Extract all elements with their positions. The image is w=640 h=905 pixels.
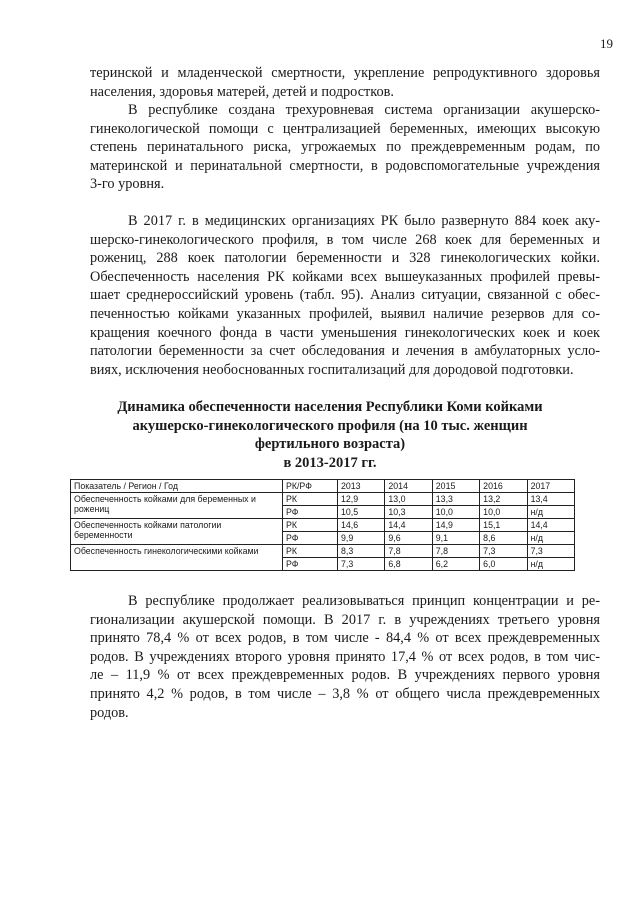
region-cell: РФ xyxy=(283,558,338,571)
table-title xyxy=(100,398,560,472)
value-cell: 6,0 xyxy=(480,558,527,571)
text-line: патологии беременности за счет обследования и лечения в амбулаторных усло- xyxy=(90,343,600,360)
paragraph-4 xyxy=(90,592,600,722)
value-cell: 9,1 xyxy=(432,532,479,545)
value-cell: 14,6 xyxy=(338,519,385,532)
value-cell: 10,3 xyxy=(385,506,432,519)
text-line: ле – 11,9 % от всех преждевременных родов. В учреждениях первого уровня xyxy=(90,667,600,684)
paragraph-2 xyxy=(90,101,600,194)
header-year: 2016 xyxy=(480,480,527,493)
value-cell: 10,5 xyxy=(338,506,385,519)
text-line: степень перинатального риска, угрожаемых по преждевременным родам, по xyxy=(90,139,600,156)
value-cell: 8,6 xyxy=(480,532,527,545)
text-line: населения, здоровья матерей, детей и подростков. xyxy=(90,83,394,100)
table-row xyxy=(71,519,575,532)
text-line: виях, исключения необоснованных госпитализаций для дородовой подготовки. xyxy=(90,361,574,378)
indicator-cell: Обеспеченность койками для беременных и рожениц xyxy=(71,493,283,519)
indicator-cell: Обеспеченность гинекологическими койками xyxy=(71,545,283,571)
value-cell: 6,8 xyxy=(385,558,432,571)
header-year: 2013 xyxy=(338,480,385,493)
text-line: 3-го уровня. xyxy=(90,176,165,193)
text-line: печенностью койками указанных профилей, выявил наличие резервов для со- xyxy=(90,305,600,322)
value-cell: 7,3 xyxy=(527,545,574,558)
value-cell: 7,3 xyxy=(480,545,527,558)
region-cell: РФ xyxy=(283,532,338,545)
value-cell: 9,6 xyxy=(385,532,432,545)
text-line: теринской и младенческой смертности, укрепление репродуктивного здоровья xyxy=(90,65,600,81)
value-cell: н/д xyxy=(527,506,574,519)
region-cell: РК xyxy=(283,545,338,558)
text-line: В республике создана трехуровневая система организации акушерско- xyxy=(128,102,600,118)
value-cell: 8,3 xyxy=(338,545,385,558)
text-line: принято 4,2 % родов, в том числе – 3,8 % от общего числа преждевременных xyxy=(90,685,600,702)
value-cell: 13,3 xyxy=(432,493,479,506)
value-cell: 7,8 xyxy=(432,545,479,558)
value-cell: 13,4 xyxy=(527,493,574,506)
value-cell: 9,9 xyxy=(338,532,385,545)
region-cell: РК xyxy=(283,493,338,506)
value-cell: 6,2 xyxy=(432,558,479,571)
text-line: принято 78,4 % от всех родов, в том числе - 84,4 % от всех преждевременных xyxy=(90,630,600,647)
value-cell: 10,0 xyxy=(432,506,479,519)
header-indicator: Показатель / Регион / Год xyxy=(71,480,283,493)
header-year: 2015 xyxy=(432,480,479,493)
text-line: материнской и перинатальной смертности, в родовспомогательные учреждения xyxy=(90,157,600,174)
text-line: родов. В учреждениях второго уровня принято 17,4 % от всех родов, в том чис- xyxy=(90,648,600,665)
value-cell: 14,9 xyxy=(432,519,479,532)
value-cell: 7,8 xyxy=(385,545,432,558)
text-line: шает среднероссийский уровень (табл. 95). Анализ ситуации, связанной с обес- xyxy=(90,287,600,304)
text-line: гионализации акушерской помощи. В 2017 г. в учреждениях третьего уровня xyxy=(90,611,600,628)
paragraph-3 xyxy=(90,212,600,379)
table-row xyxy=(71,545,575,558)
table-header-row xyxy=(71,480,575,493)
header-region: РК/РФ xyxy=(283,480,338,493)
header-year: 2014 xyxy=(385,480,432,493)
value-cell: 13,2 xyxy=(480,493,527,506)
value-cell: 10,0 xyxy=(480,506,527,519)
text-line: В 2017 г. в медицинских организациях РК было развернуто 884 коек аку- xyxy=(128,213,600,229)
table-title-line: в 2013-2017 гг. xyxy=(283,454,377,471)
text-line: родов. xyxy=(90,704,129,721)
text-line: гинекологической помощи с централизацией беременных, имеющих высокую xyxy=(90,120,600,137)
table-title-line: фертильного возраста) xyxy=(254,436,406,452)
indicator-cell: Обеспеченность койками патологии беременности xyxy=(71,519,283,545)
value-cell: н/д xyxy=(527,558,574,571)
value-cell: 15,1 xyxy=(480,519,527,532)
value-cell: 14,4 xyxy=(527,519,574,532)
table-row xyxy=(71,493,575,506)
value-cell: 14,4 xyxy=(385,519,432,532)
beds-table xyxy=(70,479,575,571)
value-cell: н/д xyxy=(527,532,574,545)
paragraph-1 xyxy=(90,64,600,101)
value-cell: 7,3 xyxy=(338,558,385,571)
text-line: Обеспеченность населения РК койками всех вышеуказанных профилей превы- xyxy=(90,268,600,285)
page-number: 19 xyxy=(600,36,613,51)
table-title-line: акушерско-гинекологического профиля (на 10 тыс. женщин xyxy=(132,417,528,434)
header-year: 2017 xyxy=(527,480,574,493)
text-line: кращения коечного фонда в части уменьшения гинекологических коек и коек xyxy=(90,324,600,341)
region-cell: РК xyxy=(283,519,338,532)
region-cell: РФ xyxy=(283,506,338,519)
value-cell: 13,0 xyxy=(385,493,432,506)
text-line: В республике продолжает реализовываться принцип концентрации и ре- xyxy=(128,593,600,609)
text-line: рожениц, 288 коек патологии беременности и 328 гинекологических койки. xyxy=(90,250,600,267)
value-cell: 12,9 xyxy=(338,493,385,506)
table-title-line: Динамика обеспеченности населения Республики Коми койками xyxy=(117,399,543,415)
text-line: шерско-гинекологического профиля, в том числе 268 коек для беременных и xyxy=(90,231,600,248)
